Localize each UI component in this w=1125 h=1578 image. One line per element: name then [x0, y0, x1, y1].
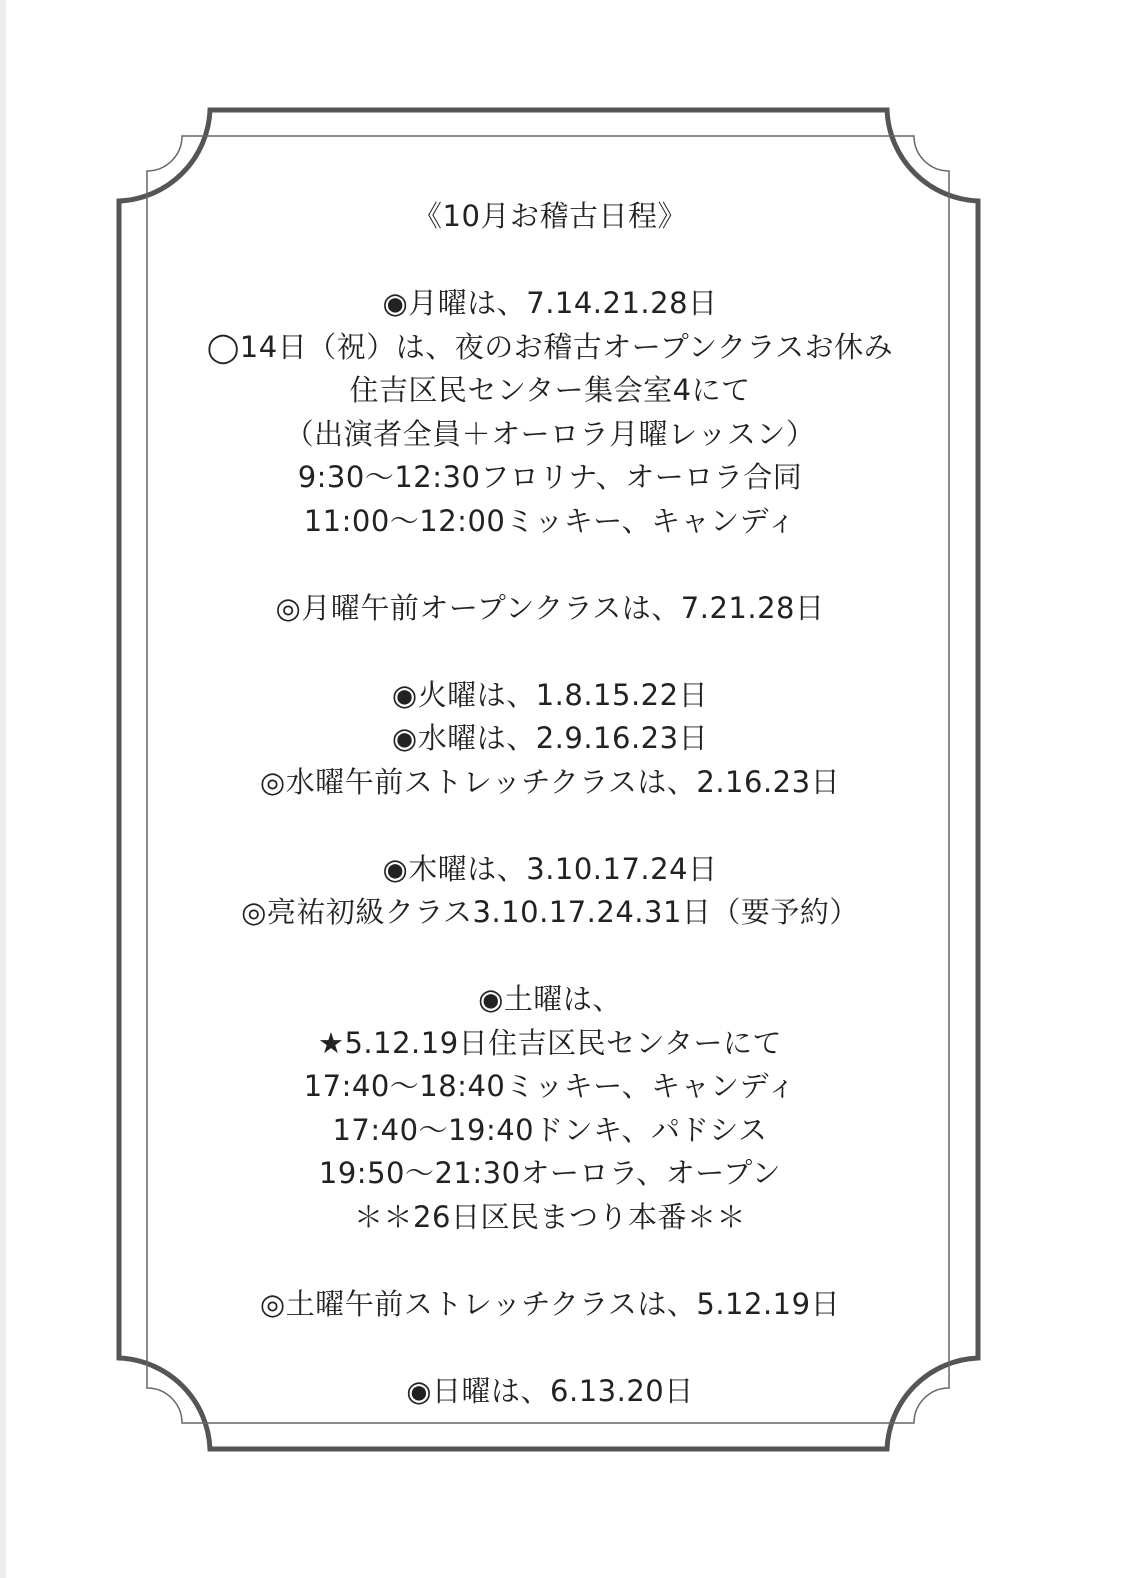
wednesday-dates: ◉水曜は、2.9.16.23日: [391, 721, 709, 755]
saturday-heading: ◉土曜は、: [478, 982, 622, 1016]
tuesday-dates: ◉火曜は、1.8.15.22日: [391, 677, 709, 712]
saturday-session-2: 17:40〜19:40ドンキ、パドシス: [332, 1112, 768, 1147]
monday-morning-open-class: ◎月曜午前オープンクラスは、7.21.28日: [275, 590, 825, 625]
festival-notice: ＊＊26日区民まつり本番＊＊: [354, 1199, 746, 1234]
monday-session-2: 11:00〜12:00ミッキー、キャンディ: [303, 503, 797, 538]
beginner-class: ◎亮祐初級クラス3.10.17.24.31日（要予約）: [241, 895, 859, 929]
schedule-title: 《10月お稽古日程》: [413, 199, 687, 233]
monday-dates: ◉月曜は、7.14.21.28日: [382, 286, 718, 320]
thursday-dates: ◉木曜は、3.10.17.24日: [382, 851, 718, 886]
saturday-venue: ★5.12.19日住吉区民センターにて: [317, 1025, 783, 1060]
monday-session-1: 9:30〜12:30フロリナ、オーロラ合同: [297, 460, 803, 494]
holiday-notice: ◯14日（祝）は、夜のお稽古オープンクラスお休み: [206, 329, 894, 364]
participants-line: （出演者全員＋オーロラ月曜レッスン）: [284, 416, 816, 451]
wednesday-stretch-class: ◎水曜午前ストレッチクラスは、2.16.23日: [259, 764, 841, 799]
venue-line: 住吉区民センター集会室4にて: [349, 373, 751, 407]
sunday-dates: ◉日曜は、6.13.20日: [406, 1373, 694, 1408]
saturday-session-3: 19:50〜21:30オーロラ、オープン: [318, 1156, 782, 1190]
saturday-session-1: 17:40〜18:40ミッキー、キャンディ: [303, 1069, 797, 1103]
schedule-content: [150, 195, 950, 1413]
saturday-stretch-class: ◎土曜午前ストレッチクラスは、5.12.19日: [259, 1286, 841, 1321]
